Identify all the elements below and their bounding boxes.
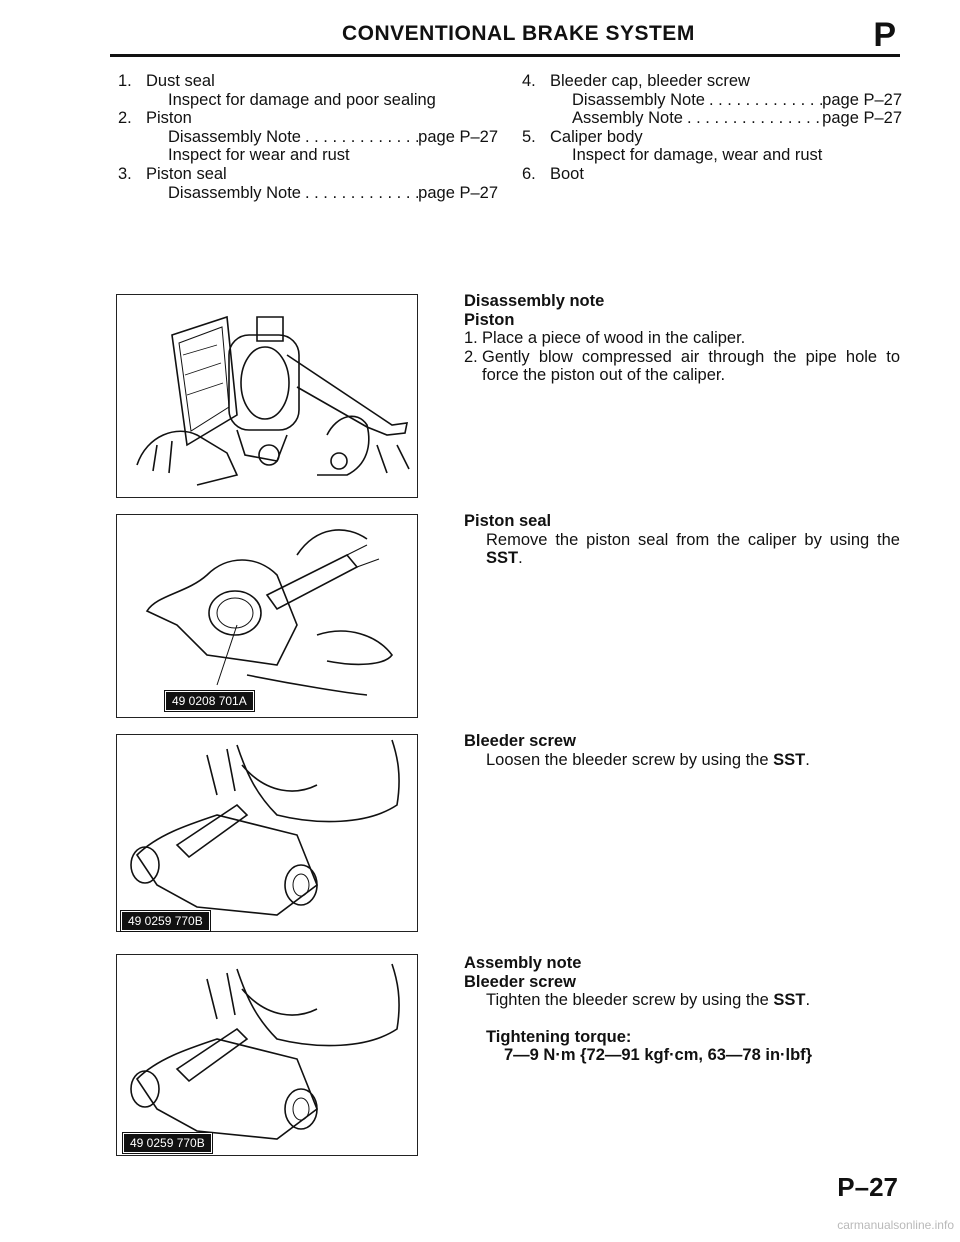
sst-code-badge: 49 0259 770B	[121, 911, 210, 931]
bleeder-screw-section	[464, 732, 900, 769]
bleeder-screw-illustration	[117, 735, 417, 931]
sst-code-badge: 49 0259 770B	[123, 1133, 212, 1153]
section-text: Loosen the bleeder screw by using the SST.	[486, 750, 810, 769]
parts-list-left	[118, 72, 498, 202]
page-number: P–27	[837, 1172, 898, 1202]
list-item: 1. Dust seal	[118, 72, 215, 90]
list-item: 6. Boot	[522, 164, 584, 183]
list-item-note: Inspect for damage, wear and rust	[572, 146, 823, 165]
section-subheading: Bleeder screw	[464, 972, 576, 991]
page-title: CONVENTIONAL BRAKE SYSTEM	[342, 22, 695, 45]
list-item: 3. Piston seal	[118, 164, 227, 183]
list-item: 2. Gently blow compressed air through the pipe hole to force the piston out of the caliper.	[464, 347, 900, 385]
list-item: 1. Place a piece of wood in the caliper.	[464, 329, 746, 348]
list-item-note: Disassembly Note . . . page P–27	[118, 184, 498, 203]
figure-piston-seal	[116, 514, 418, 718]
torque-label: Tightening torque:	[486, 1027, 632, 1046]
section-heading: Assembly note	[464, 954, 582, 972]
watermark: carmanualsonline.info	[837, 1218, 954, 1232]
figure-bleeder-loosen	[116, 734, 418, 932]
section-text: Remove the piston seal from the caliper by using the SST.	[486, 530, 900, 568]
caliper-wood-illustration	[117, 295, 417, 497]
parts-list-right	[522, 72, 902, 184]
section-letter: P	[873, 16, 896, 54]
list-item-note: Inspect for damage and poor sealing	[168, 90, 436, 109]
piston-seal-illustration	[117, 515, 417, 717]
section-heading: Piston seal	[464, 512, 552, 530]
list-item-note: Disassembly Note . . . page P–27	[118, 128, 498, 147]
piston-seal-section	[464, 512, 900, 568]
disassembly-note-section	[464, 292, 900, 385]
list-item: 5. Caliper body	[522, 127, 643, 146]
sst-code-badge: 49 0208 701A	[165, 691, 254, 711]
list-item: 2. Piston	[118, 109, 192, 128]
section-text: Tighten the bleeder screw by using the SST.	[486, 991, 811, 1010]
page-header	[110, 16, 900, 57]
assembly-note-section	[464, 954, 900, 1065]
list-item-note: Disassembly Note . . . page P–27	[522, 91, 902, 110]
section-heading: Bleeder screw	[464, 732, 576, 750]
section-heading: Disassembly note	[464, 292, 605, 310]
section-subheading: Piston	[464, 310, 515, 329]
bleeder-screw-tighten-illustration	[117, 955, 417, 1155]
figure-piston-removal	[116, 294, 418, 498]
figure-bleeder-tighten	[116, 954, 418, 1156]
torque-value: 7—9 N·m {72—91 kgf·cm, 63—78 in·lbf}	[504, 1046, 813, 1065]
list-item-note: Assembly Note . . . page P–27	[522, 109, 902, 128]
list-item: 4. Bleeder cap, bleeder screw	[522, 72, 750, 90]
list-item-note: Inspect for wear and rust	[168, 146, 350, 165]
